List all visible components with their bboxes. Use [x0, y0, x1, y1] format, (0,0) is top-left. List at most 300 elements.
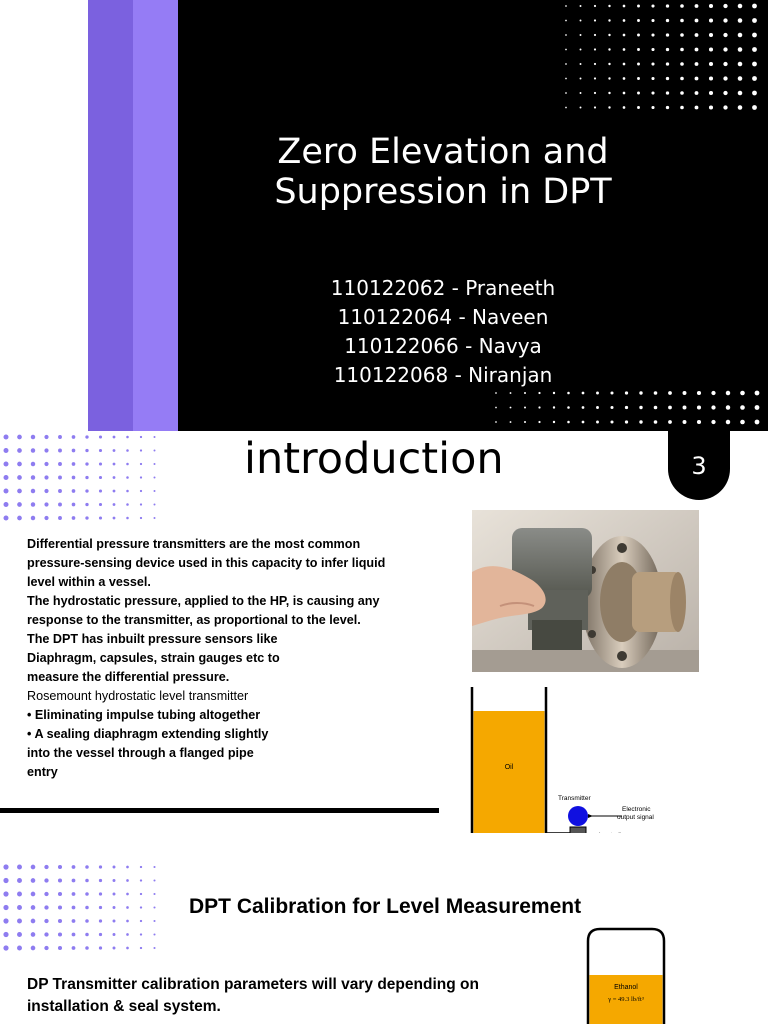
- pattern-dot: [738, 105, 743, 110]
- pattern-dot: [594, 48, 596, 50]
- pattern-dot: [85, 919, 89, 923]
- pattern-dot: [85, 879, 89, 883]
- pattern-dot: [72, 489, 76, 493]
- pattern-dot: [723, 62, 727, 66]
- dot-pattern-top-right: [560, 0, 768, 120]
- pattern-dot: [31, 516, 35, 520]
- pattern-dot: [72, 516, 76, 520]
- pattern-dot: [580, 34, 582, 36]
- pattern-dot: [651, 4, 654, 7]
- pattern-dot: [651, 48, 654, 51]
- pattern-dot: [44, 878, 48, 882]
- pattern-dot: [72, 462, 76, 466]
- pattern-dot: [31, 946, 36, 951]
- pattern-dot: [680, 77, 684, 81]
- pattern-dot: [637, 92, 640, 95]
- pattern-dot: [126, 490, 129, 493]
- pattern-dot: [4, 516, 9, 521]
- pattern-dot: [752, 33, 757, 38]
- pattern-dot: [565, 107, 567, 109]
- pattern-dot: [697, 405, 701, 409]
- pattern-dot: [44, 919, 48, 923]
- pattern-dot: [680, 48, 684, 52]
- pattern-dot: [17, 502, 22, 507]
- pattern-dot: [3, 945, 8, 950]
- pattern-dot: [126, 920, 129, 923]
- pattern-dot: [594, 34, 596, 36]
- pattern-dot: [666, 91, 669, 94]
- pattern-dot: [99, 489, 102, 492]
- pattern-dot: [99, 865, 102, 868]
- pattern-dot: [31, 475, 35, 479]
- pattern-dot: [738, 4, 743, 9]
- pattern-dot: [113, 449, 116, 452]
- pattern-dot: [58, 905, 62, 909]
- pattern-dot: [582, 421, 585, 424]
- pattern-dot: [695, 19, 699, 23]
- pattern-dot: [140, 906, 142, 908]
- pattern-dot: [580, 20, 582, 22]
- pattern-dot: [85, 865, 89, 869]
- pattern-dot: [113, 476, 116, 479]
- pattern-dot: [565, 34, 567, 36]
- pattern-dot: [594, 92, 596, 94]
- pattern-dot: [610, 391, 613, 394]
- pattern-dot: [126, 866, 129, 869]
- pattern-dot: [153, 933, 155, 935]
- pattern-dot: [755, 405, 760, 410]
- pattern-dot: [4, 448, 9, 453]
- author-3: 110122066 - Navya: [344, 334, 542, 358]
- output-label-2: output signal: [617, 814, 654, 821]
- pattern-dot: [140, 490, 142, 492]
- pattern-dot: [31, 502, 35, 506]
- pattern-dot: [683, 406, 687, 410]
- pattern-dot: [596, 406, 599, 409]
- author-list: [178, 274, 708, 390]
- pattern-dot: [153, 906, 155, 908]
- pattern-dot: [637, 34, 640, 37]
- pattern-dot: [623, 106, 626, 109]
- pattern-dot: [738, 62, 743, 67]
- pattern-dot: [58, 946, 62, 950]
- pattern-dot: [651, 33, 654, 36]
- pattern-dot: [72, 946, 76, 950]
- pattern-dot: [140, 449, 142, 451]
- pattern-dot: [639, 391, 642, 394]
- pattern-dot: [153, 947, 155, 949]
- intro-line: measure the differential pressure.: [27, 670, 230, 684]
- pattern-dot: [623, 19, 626, 22]
- pattern-dot: [99, 449, 102, 452]
- pattern-dot: [610, 406, 613, 409]
- pattern-dot: [608, 63, 610, 65]
- pattern-dot: [723, 105, 727, 109]
- pattern-dot: [44, 448, 48, 452]
- pattern-dot: [44, 905, 48, 909]
- pattern-dot: [723, 18, 727, 22]
- pattern-dot: [72, 476, 76, 480]
- pattern-dot: [154, 490, 156, 492]
- pattern-dot: [85, 449, 88, 452]
- pattern-dot: [140, 436, 142, 438]
- pattern-dot: [113, 893, 116, 896]
- rosemount-line: • Eliminating impulse tubing altogether: [27, 708, 261, 722]
- pattern-dot: [495, 392, 497, 394]
- pattern-dot: [740, 391, 745, 396]
- pattern-dot: [623, 77, 626, 80]
- pattern-dot: [683, 420, 687, 424]
- introduction-slide: [0, 431, 768, 833]
- pattern-dot: [668, 420, 672, 424]
- pattern-dot: [666, 77, 669, 80]
- pattern-dot: [582, 406, 585, 409]
- pattern-dot: [680, 4, 684, 8]
- pattern-dot: [723, 4, 727, 8]
- pattern-dot: [154, 450, 156, 452]
- pattern-dot: [3, 905, 8, 910]
- pattern-dot: [752, 18, 757, 23]
- pattern-dot: [582, 392, 585, 395]
- pattern-dot: [126, 893, 129, 896]
- pattern-dot: [709, 33, 713, 37]
- pattern-dot: [695, 4, 699, 8]
- pattern-dot: [154, 477, 156, 479]
- pattern-dot: [594, 106, 596, 108]
- pattern-dot: [752, 76, 757, 81]
- pattern-dot: [72, 892, 76, 896]
- pattern-dot: [596, 421, 599, 424]
- intro-line: pressure-sensing device used in this capacity to infer liquid: [27, 556, 386, 570]
- output-label-1: Electronic: [622, 806, 651, 813]
- slide-title: introduction: [244, 434, 504, 484]
- pattern-dot: [44, 932, 48, 936]
- pattern-dot: [17, 865, 22, 870]
- pattern-dot: [711, 405, 715, 409]
- dot-pattern-top-left: [0, 861, 165, 956]
- pattern-dot: [58, 449, 62, 453]
- pattern-dot: [651, 91, 654, 94]
- pattern-dot: [608, 5, 610, 7]
- density-formula: γ = 49.3 lb/ft³: [608, 996, 644, 1003]
- rosemount-line: Rosemount hydrostatic level transmitter: [27, 689, 249, 703]
- pattern-dot: [567, 421, 570, 424]
- pattern-dot: [44, 946, 48, 950]
- ethanol-label: Ethanol: [614, 984, 638, 991]
- pattern-dot: [666, 48, 669, 51]
- pattern-dot: [58, 865, 62, 869]
- pattern-dot: [695, 33, 699, 37]
- pattern-dot: [666, 106, 669, 109]
- calibration-line: installation & seal system.: [27, 998, 221, 1015]
- pattern-dot: [740, 420, 745, 425]
- pattern-dot: [637, 48, 640, 51]
- pattern-dot: [17, 905, 22, 910]
- pattern-dot: [567, 406, 570, 409]
- pattern-dot: [31, 435, 35, 439]
- pattern-dot: [723, 47, 727, 51]
- pattern-dot: [625, 420, 628, 423]
- pattern-dot: [711, 391, 715, 395]
- pattern-dot: [99, 919, 102, 922]
- transmitter-label: Transmitter: [558, 795, 591, 802]
- pattern-dot: [738, 76, 743, 81]
- author-1: 110122062 - Praneeth: [330, 276, 556, 300]
- pattern-dot: [666, 33, 669, 36]
- pattern-dot: [85, 489, 88, 492]
- pattern-dot: [113, 920, 116, 923]
- page-number-badge: [668, 431, 730, 500]
- pattern-dot: [44, 435, 48, 439]
- pattern-dot: [140, 893, 142, 895]
- pattern-dot: [72, 865, 76, 869]
- intro-paragraph: [27, 535, 422, 687]
- pattern-dot: [113, 490, 116, 493]
- pattern-dot: [695, 106, 699, 110]
- pattern-dot: [58, 516, 62, 520]
- pattern-dot: [140, 463, 142, 465]
- pattern-dot: [153, 893, 155, 895]
- pattern-dot: [17, 462, 22, 467]
- pattern-dot: [44, 892, 48, 896]
- pattern-dot: [44, 489, 48, 493]
- pattern-dot: [738, 18, 743, 23]
- pattern-dot: [510, 407, 512, 409]
- pattern-dot: [695, 91, 699, 95]
- pattern-dot: [565, 5, 567, 7]
- pattern-dot: [623, 63, 626, 66]
- pattern-dot: [594, 19, 596, 21]
- pattern-dot: [538, 406, 540, 408]
- accent-bar-light: [133, 0, 178, 431]
- pattern-dot: [4, 462, 9, 467]
- pattern-dot: [44, 475, 48, 479]
- pattern-dot: [99, 516, 102, 519]
- pattern-dot: [113, 866, 116, 869]
- pattern-dot: [140, 517, 142, 519]
- pattern-dot: [44, 502, 48, 506]
- pattern-dot: [580, 107, 582, 109]
- pattern-dot: [651, 19, 654, 22]
- pattern-dot: [697, 391, 701, 395]
- pattern-dot: [58, 892, 62, 896]
- ethanol-tank-diagram: [580, 925, 672, 1024]
- calibration-line: DP Transmitter calibration parameters will vary depending on: [27, 976, 479, 993]
- pattern-dot: [99, 933, 102, 936]
- pattern-dot: [623, 92, 626, 95]
- pattern-dot: [99, 906, 102, 909]
- pattern-dot: [723, 91, 727, 95]
- pattern-dot: [99, 946, 102, 949]
- pattern-dot: [752, 47, 757, 52]
- pattern-dot: [31, 892, 36, 897]
- pattern-dot: [113, 517, 116, 520]
- pattern-dot: [608, 77, 610, 79]
- pattern-dot: [72, 919, 76, 923]
- pattern-dot: [752, 4, 757, 9]
- pattern-dot: [623, 34, 626, 37]
- pattern-dot: [17, 516, 22, 521]
- pattern-dot: [608, 48, 610, 50]
- pattern-dot: [637, 77, 640, 80]
- pattern-dot: [31, 865, 36, 870]
- pattern-dot: [3, 932, 8, 937]
- pattern-dot: [72, 933, 76, 937]
- pattern-dot: [580, 49, 582, 51]
- pattern-dot: [666, 4, 669, 7]
- pattern-dot: [58, 932, 62, 936]
- pattern-dot: [495, 421, 497, 423]
- pattern-dot: [99, 462, 102, 465]
- pattern-dot: [726, 405, 730, 409]
- presentation-title: [178, 132, 708, 212]
- pattern-dot: [726, 420, 730, 424]
- pattern-dot: [639, 406, 642, 409]
- title-slide: [0, 0, 768, 431]
- pattern-dot: [680, 106, 684, 110]
- pattern-dot: [510, 421, 512, 423]
- pattern-dot: [594, 63, 596, 65]
- pattern-dot: [3, 864, 8, 869]
- intro-line: response to the transmitter, as proportional to the level.: [27, 613, 361, 627]
- pattern-dot: [580, 78, 582, 80]
- pattern-dot: [113, 879, 116, 882]
- pattern-dot: [72, 449, 76, 453]
- pattern-dot: [126, 906, 129, 909]
- pattern-dot: [608, 19, 610, 21]
- pattern-dot: [524, 406, 526, 408]
- pattern-dot: [752, 105, 757, 110]
- slide-title: DPT Calibration for Level Measurement: [189, 895, 582, 918]
- pattern-dot: [153, 879, 155, 881]
- transmitter-photo: [472, 510, 699, 672]
- pattern-dot: [140, 866, 142, 868]
- pattern-dot: [668, 391, 672, 395]
- pattern-dot: [4, 435, 9, 440]
- pattern-dot: [17, 946, 22, 951]
- pattern-dot: [709, 18, 713, 22]
- pattern-dot: [85, 503, 88, 506]
- pattern-dot: [623, 48, 626, 51]
- rosemount-line: entry: [27, 765, 58, 779]
- pattern-dot: [608, 92, 610, 94]
- pattern-dot: [3, 878, 8, 883]
- transmitter-icon: [568, 806, 588, 826]
- pattern-dot: [3, 891, 8, 896]
- pattern-dot: [594, 5, 596, 7]
- pattern-dot: [709, 76, 713, 80]
- pattern-dot: [126, 947, 129, 950]
- pattern-dot: [58, 435, 62, 439]
- pattern-dot: [31, 489, 35, 493]
- pattern-dot: [637, 63, 640, 66]
- pattern-dot: [85, 946, 89, 950]
- pattern-dot: [596, 392, 599, 395]
- title-line-1: Zero Elevation and: [277, 132, 609, 172]
- pattern-dot: [695, 62, 699, 66]
- pattern-dot: [113, 463, 116, 466]
- accent-bar-dark: [88, 0, 133, 431]
- pattern-dot: [85, 906, 89, 910]
- section-divider: [0, 808, 439, 813]
- pattern-dot: [538, 392, 540, 394]
- pattern-dot: [680, 91, 684, 95]
- pattern-dot: [58, 503, 62, 507]
- pattern-dot: [709, 105, 713, 109]
- pattern-dot: [752, 91, 757, 96]
- pattern-dot: [85, 933, 89, 937]
- pattern-dot: [126, 503, 129, 506]
- pattern-dot: [126, 517, 129, 520]
- pattern-dot: [153, 866, 155, 868]
- pattern-dot: [524, 421, 526, 423]
- pattern-dot: [580, 5, 582, 7]
- pattern-dot: [31, 878, 36, 883]
- author-2: 110122064 - Naveen: [337, 305, 549, 329]
- pattern-dot: [126, 449, 129, 452]
- pattern-dot: [625, 406, 628, 409]
- pattern-dot: [154, 504, 156, 506]
- rosemount-line: into the vessel through a flanged pipe: [27, 746, 254, 760]
- pattern-dot: [140, 476, 142, 478]
- pattern-dot: [3, 918, 8, 923]
- pattern-dot: [668, 406, 672, 410]
- pattern-dot: [625, 391, 628, 394]
- pattern-dot: [140, 503, 142, 505]
- pattern-dot: [58, 919, 62, 923]
- pattern-dot: [99, 879, 102, 882]
- pattern-dot: [85, 892, 89, 896]
- pattern-dot: [72, 879, 76, 883]
- pattern-dot: [58, 476, 62, 480]
- pattern-dot: [99, 435, 102, 438]
- rosemount-paragraph: [27, 687, 422, 782]
- pattern-dot: [755, 420, 760, 425]
- pattern-dot: [85, 476, 88, 479]
- pattern-dot: [553, 392, 555, 394]
- pattern-dot: [553, 406, 555, 408]
- pattern-dot: [31, 448, 35, 452]
- pattern-dot: [113, 947, 116, 950]
- pattern-dot: [738, 33, 743, 38]
- pattern-dot: [140, 879, 142, 881]
- pattern-dot: [154, 436, 156, 438]
- pattern-dot: [17, 475, 22, 480]
- pattern-dot: [140, 947, 142, 949]
- pattern-dot: [154, 517, 156, 519]
- pattern-dot: [99, 892, 102, 895]
- pattern-dot: [723, 76, 727, 80]
- dot-pattern-bottom-right: [490, 384, 768, 431]
- pattern-dot: [17, 435, 22, 440]
- pattern-dot: [709, 62, 713, 66]
- pattern-dot: [58, 489, 62, 493]
- pattern-dot: [140, 933, 142, 935]
- pattern-dot: [709, 4, 713, 8]
- pattern-dot: [85, 462, 88, 465]
- pattern-dot: [623, 5, 626, 8]
- pattern-dot: [17, 878, 22, 883]
- pattern-dot: [17, 892, 22, 897]
- pattern-dot: [58, 462, 62, 466]
- pattern-dot: [31, 919, 36, 924]
- intro-line: level within a vessel.: [27, 575, 151, 589]
- pattern-dot: [680, 19, 684, 23]
- pattern-dot: [608, 106, 610, 108]
- pattern-dot: [31, 905, 36, 910]
- pattern-dot: [524, 392, 526, 394]
- pattern-dot: [726, 391, 730, 395]
